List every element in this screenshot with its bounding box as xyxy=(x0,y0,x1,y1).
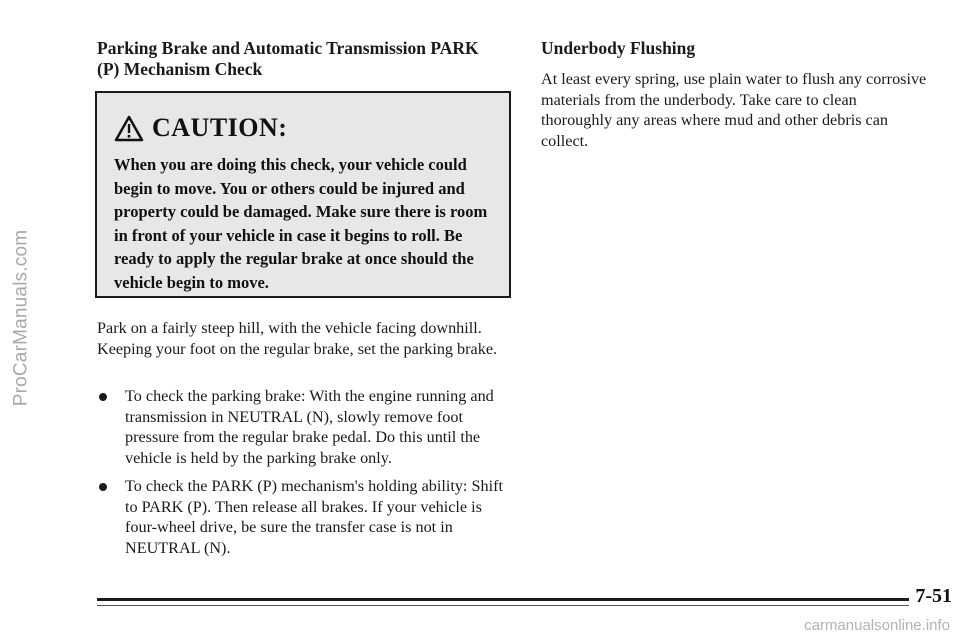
bullet-dot-icon xyxy=(99,393,107,401)
side-watermark xyxy=(4,0,38,636)
right-column xyxy=(541,38,931,151)
section-heading-parking-brake xyxy=(97,38,515,80)
list-item-text: To check the parking brake: With the engine running and transmission in NEUTRAL (N), slowly remove foot pressure from the regular brake pedal. Do this until the vehicle is held by the parking brake only. xyxy=(125,387,494,467)
bullet-dot-icon xyxy=(99,483,107,491)
footer-rule-thin xyxy=(97,605,909,606)
footer-rule xyxy=(97,598,909,601)
list-item-text: To check the PARK (P) mechanism's holding ability: Shift to PARK (P). Then release all brakes. If your vehicle is four-wheel drive, be sure the transfer case is not in NEUTRAL (N). xyxy=(125,477,503,557)
caution-text: When you are doing this check, your vehicle could begin to move. You or others could be injured and property could be damaged. Make sure there is room in front of your vehicle in case it begins to roll. Be ready to apply the regular brake at once should the vehicle begin to move. xyxy=(114,155,488,292)
heading-line-1: Parking Brake and Automatic Transmission PARK xyxy=(97,38,479,58)
list-item xyxy=(97,386,517,468)
warning-triangle-icon xyxy=(114,115,144,142)
caution-box xyxy=(95,91,511,298)
side-watermark-text: ProCarManuals.com xyxy=(10,229,32,407)
caution-title: CAUTION: xyxy=(152,113,288,142)
underbody-flushing-paragraph: At least every spring, use plain water to flush any corrosive materials from the underbody. Take care to clean thoroughly any areas where mud and other debris can collect. xyxy=(541,70,927,150)
heading-line-2: (P) Mechanism Check xyxy=(97,59,263,79)
left-column xyxy=(97,38,515,80)
caution-header xyxy=(114,113,287,143)
section-heading-underbody-flushing: Underbody Flushing xyxy=(541,38,696,58)
bottom-watermark: carmanualsonline.info xyxy=(804,617,950,634)
page-number: 7-51 xyxy=(915,585,952,607)
check-steps-list xyxy=(97,386,517,566)
hill-instructions-paragraph: Park on a fairly steep hill, with the vehicle facing downhill. Keeping your foot on the regular brake, set the parking brake. xyxy=(97,319,498,358)
list-item xyxy=(97,476,517,558)
